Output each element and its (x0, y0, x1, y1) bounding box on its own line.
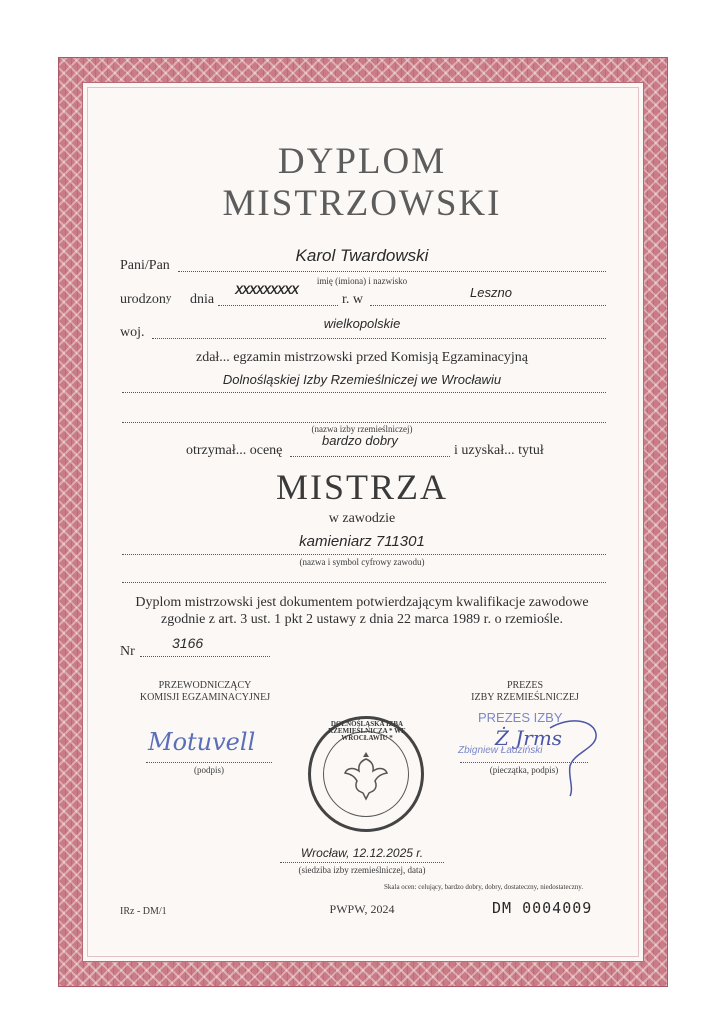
profession-line-2 (122, 582, 606, 583)
left-sig-title-2: KOMISJI EGZAMINACYJNEJ (139, 692, 271, 703)
nr-value: 3166 (172, 635, 204, 651)
seal-text: DOLNOŚLĄSKA IZBA RZEMIEŚLNICZA * WE WROCŁAWIU * (328, 720, 406, 742)
right-sig-title-1: PREZES (506, 680, 544, 691)
official-seal (308, 716, 424, 832)
mistrza-title: MISTRZA (275, 467, 448, 507)
chamber-line-1 (122, 392, 606, 393)
serial-number: DM 0004009 (492, 899, 593, 917)
grade: bardzo dobry (322, 433, 398, 448)
left-sig-line (146, 762, 272, 763)
name-line (178, 271, 606, 272)
form-code: IRz - DM/1 (120, 906, 167, 917)
birth-place-line (370, 305, 606, 306)
scale-note: Skala ocen: celujący, bardzo dobry, dobry, dostateczny, niedostateczny. (384, 883, 584, 891)
w-zawodzie: w zawodzie (328, 511, 396, 526)
profession-line-1 (122, 554, 606, 555)
title-line-2: MISTRZOWSKI (222, 183, 502, 224)
place-date-line (280, 862, 444, 863)
left-signature: Motuvell (148, 728, 256, 756)
dnia-label: dnia (190, 292, 215, 307)
recipient-name: Karol Twardowski (295, 246, 429, 265)
printer-info: PWPW, 2024 (329, 902, 395, 916)
right-signature: Ż Jrms (495, 726, 563, 750)
woj-label: woj. (120, 325, 145, 340)
place-date-caption: (siedziba izby rzemieślniczej, data) (298, 865, 426, 875)
voivodeship: wielkopolskie (323, 316, 401, 331)
chamber-line-2 (122, 422, 606, 423)
signature-flourish-icon (540, 712, 610, 798)
nr-line (140, 656, 270, 657)
legal-line-2: zgodnie z art. 3 ust. 1 pkt 2 ustawy z dnia 22 marca 1989 r. o rzemiośle. (160, 612, 563, 627)
right-sig-caption: (pieczątka, podpis) (489, 765, 559, 775)
pani-pan-label: Pani/Pan (120, 258, 170, 273)
title-line-1: DYPLOM (277, 141, 447, 182)
urodzony-label: urodzon$^y$ (120, 292, 172, 307)
r-w-label: r. w (342, 292, 363, 307)
otrzymal-label: otrzymał... ocenę (186, 443, 283, 458)
right-sig-title-2: IZBY RZEMIEŚLNICZEJ (471, 692, 579, 703)
profession: kamieniarz 711301 (299, 533, 425, 550)
birth-date-line (218, 305, 338, 306)
left-sig-title-1: PRZEWODNICZĄCY (158, 680, 252, 691)
left-sig-caption: (podpis) (194, 765, 224, 775)
right-stamp-line-1: PREZES IZBY (478, 710, 563, 725)
uzyskal-label: i uzyskał... tytuł (454, 443, 544, 458)
place-date: Wrocław, 12.12.2025 r. (300, 846, 424, 860)
passed-text: zdał... egzamin mistrzowski przed Komisją Egzaminacyjną (195, 350, 528, 365)
nr-label: Nr (120, 644, 135, 659)
right-sig-line (460, 762, 588, 763)
voivodeship-line (152, 338, 606, 339)
chamber-caption: (nazwa izby rzemieślniczej) (311, 424, 413, 434)
profession-caption: (nazwa i symbol cyfrowy zawodu) (299, 557, 425, 567)
right-stamp-line-2: Zbigniew Ładziński (458, 745, 543, 756)
grade-line (290, 456, 450, 457)
birth-place: Leszno (470, 285, 512, 300)
chamber-name: Dolnośląskiej Izby Rzemieślniczej we Wrocławiu (222, 372, 502, 387)
birth-date-redacted: XXXXXXXXX (235, 283, 299, 297)
name-caption: imię (imiona) i nazwisko (316, 276, 408, 286)
legal-line-1: Dyplom mistrzowski jest dokumentem potwierdzającym kwalifikacje zawodowe (135, 595, 589, 610)
